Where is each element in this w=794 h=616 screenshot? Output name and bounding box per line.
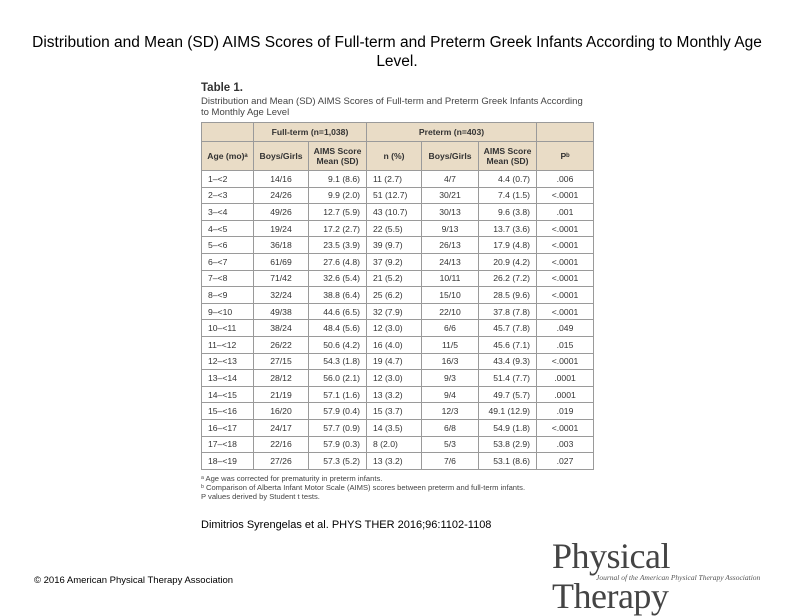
cell-pt-n: 13 (3.2): [367, 453, 422, 470]
column-header-row: [202, 142, 594, 171]
cell-pt-n: 15 (3.7): [367, 403, 422, 420]
cell-p: .0001: [537, 370, 594, 387]
cell-pt-mean: 26.2 (7.2): [479, 270, 537, 287]
col-header-pt-boys-girls: Boys/Girls: [422, 142, 479, 171]
cell-age: 13–<14: [202, 370, 254, 387]
cell-pt-bg: 10/11: [422, 270, 479, 287]
cell-age: 16–<17: [202, 419, 254, 436]
cell-age: 6–<7: [202, 253, 254, 270]
cell-p: .003: [537, 436, 594, 453]
cell-age: 10–<11: [202, 320, 254, 337]
table-row: [202, 336, 594, 353]
cell-pt-n: 51 (12.7): [367, 187, 422, 204]
cell-p: .027: [537, 453, 594, 470]
cell-pt-n: 21 (5.2): [367, 270, 422, 287]
cell-p: .019: [537, 403, 594, 420]
cell-ft-mean: 12.7 (5.9): [309, 204, 367, 221]
cell-pt-bg: 12/3: [422, 403, 479, 420]
logo-name: Physical Therapy: [552, 536, 670, 616]
cell-pt-mean: 53.8 (2.9): [479, 436, 537, 453]
cell-pt-bg: 26/13: [422, 237, 479, 254]
cell-pt-bg: 30/13: [422, 204, 479, 221]
table-row: [202, 320, 594, 337]
cell-pt-mean: 28.5 (9.6): [479, 287, 537, 304]
cell-pt-bg: 4/7: [422, 171, 479, 188]
cell-pt-n: 32 (7.9): [367, 303, 422, 320]
cell-pt-mean: 4.4 (0.7): [479, 171, 537, 188]
cell-pt-n: 43 (10.7): [367, 204, 422, 221]
footnote-c: P values derived by Student t tests.: [201, 491, 320, 501]
cell-pt-mean: 49.7 (5.7): [479, 386, 537, 403]
cell-pt-mean: 9.6 (3.8): [479, 204, 537, 221]
cell-pt-mean: 45.7 (7.8): [479, 320, 537, 337]
cell-ft-bg: 49/38: [254, 303, 309, 320]
logo-tagline: Journal of the American Physical Therapy Association: [596, 573, 761, 582]
cell-ft-bg: 26/22: [254, 336, 309, 353]
cell-age: 8–<9: [202, 287, 254, 304]
cell-ft-mean: 23.5 (3.9): [309, 237, 367, 254]
table-row: [202, 436, 594, 453]
cell-pt-mean: 17.9 (4.8): [479, 237, 537, 254]
col-header-ft-boys-girls: Boys/Girls: [254, 142, 309, 171]
cell-pt-bg: 9/3: [422, 370, 479, 387]
cell-pt-mean: 49.1 (12.9): [479, 403, 537, 420]
table-row: [202, 303, 594, 320]
cell-pt-n: 13 (3.2): [367, 386, 422, 403]
cell-ft-mean: 27.6 (4.8): [309, 253, 367, 270]
cell-pt-n: 25 (6.2): [367, 287, 422, 304]
cell-pt-n: 14 (3.5): [367, 419, 422, 436]
cell-ft-bg: 21/19: [254, 386, 309, 403]
cell-ft-mean: 56.0 (2.1): [309, 370, 367, 387]
cell-ft-bg: 38/24: [254, 320, 309, 337]
table-row: [202, 287, 594, 304]
cell-ft-bg: 61/69: [254, 253, 309, 270]
table-body: [202, 171, 594, 470]
cell-pt-n: 37 (9.2): [367, 253, 422, 270]
cell-ft-mean: 48.4 (5.6): [309, 320, 367, 337]
table-row: [202, 453, 594, 470]
cell-p: <.0001: [537, 303, 594, 320]
table-row: [202, 353, 594, 370]
cell-pt-n: 19 (4.7): [367, 353, 422, 370]
cell-ft-bg: 22/16: [254, 436, 309, 453]
slide-title: Distribution and Mean (SD) AIMS Scores of Full-term and Preterm Greek Infants According to Monthly Age Level.: [32, 34, 762, 70]
cell-ft-mean: 57.9 (0.4): [309, 403, 367, 420]
cell-ft-mean: 9.9 (2.0): [309, 187, 367, 204]
cell-ft-bg: 71/42: [254, 270, 309, 287]
cell-p: <.0001: [537, 237, 594, 254]
table-row: [202, 187, 594, 204]
table-row: [202, 237, 594, 254]
cell-ft-bg: 36/18: [254, 237, 309, 254]
cell-ft-bg: 24/17: [254, 419, 309, 436]
group-header-fullterm: Full-term (n=1,038): [254, 123, 367, 142]
cell-ft-mean: 57.7 (0.9): [309, 419, 367, 436]
col-header-pt-mean: AIMS Score Mean (SD): [479, 142, 537, 171]
cell-pt-n: 12 (3.0): [367, 370, 422, 387]
cell-ft-bg: 14/16: [254, 171, 309, 188]
cell-ft-mean: 57.3 (5.2): [309, 453, 367, 470]
citation: Dimitrios Syrengelas et al. PHYS THER 2016;96:1102-1108: [201, 519, 492, 531]
group-header-row: [202, 123, 594, 142]
table-figure: [201, 82, 593, 501]
cell-age: 4–<5: [202, 220, 254, 237]
cell-age: 3–<4: [202, 204, 254, 221]
cell-p: <.0001: [537, 220, 594, 237]
col-header-age: Age (mo)ᵃ: [202, 142, 254, 171]
cell-pt-mean: 43.4 (9.3): [479, 353, 537, 370]
group-header-preterm: Preterm (n=403): [367, 123, 537, 142]
cell-pt-mean: 45.6 (7.1): [479, 336, 537, 353]
journal-logo: [552, 536, 784, 616]
col-header-ft-mean: AIMS Score Mean (SD): [309, 142, 367, 171]
table-row: [202, 270, 594, 287]
cell-pt-mean: 51.4 (7.7): [479, 370, 537, 387]
copyright: © 2016 American Physical Therapy Association: [34, 575, 234, 586]
cell-ft-bg: 24/26: [254, 187, 309, 204]
cell-ft-bg: 27/26: [254, 453, 309, 470]
cell-pt-mean: 13.7 (3.6): [479, 220, 537, 237]
cell-age: 5–<6: [202, 237, 254, 254]
cell-age: 18–<19: [202, 453, 254, 470]
cell-age: 1–<2: [202, 171, 254, 188]
footnote-b: ᵇ Comparison of Alberta Infant Motor Scale (AIMS) scores between preterm and full-term infants.: [201, 482, 526, 492]
cell-p: <.0001: [537, 270, 594, 287]
cell-age: 9–<10: [202, 303, 254, 320]
cell-age: 2–<3: [202, 187, 254, 204]
table-row: [202, 370, 594, 387]
table-row: [202, 403, 594, 420]
table-row: [202, 171, 594, 188]
col-header-p: Pᵇ: [537, 142, 594, 171]
cell-age: 15–<16: [202, 403, 254, 420]
cell-pt-n: 16 (4.0): [367, 336, 422, 353]
cell-pt-n: 39 (9.7): [367, 237, 422, 254]
cell-ft-mean: 32.6 (5.4): [309, 270, 367, 287]
cell-ft-bg: 16/20: [254, 403, 309, 420]
cell-p: <.0001: [537, 419, 594, 436]
cell-pt-bg: 6/8: [422, 419, 479, 436]
cell-pt-bg: 22/10: [422, 303, 479, 320]
cell-ft-bg: 28/12: [254, 370, 309, 387]
cell-pt-bg: 7/6: [422, 453, 479, 470]
cell-pt-n: 11 (2.7): [367, 171, 422, 188]
cell-age: 12–<13: [202, 353, 254, 370]
cell-pt-bg: 9/4: [422, 386, 479, 403]
cell-p: <.0001: [537, 187, 594, 204]
cell-pt-bg: 9/13: [422, 220, 479, 237]
table-row: [202, 204, 594, 221]
cell-p: .015: [537, 336, 594, 353]
table-number: Table 1.: [201, 82, 243, 94]
cell-p: .0001: [537, 386, 594, 403]
header-blank-p: [537, 123, 594, 142]
header-blank: [202, 123, 254, 142]
cell-pt-bg: 5/3: [422, 436, 479, 453]
cell-ft-mean: 38.8 (6.4): [309, 287, 367, 304]
aims-table: [201, 122, 594, 470]
cell-age: 14–<15: [202, 386, 254, 403]
cell-pt-bg: 15/10: [422, 287, 479, 304]
table-footnotes: [201, 474, 593, 501]
col-header-pt-n: n (%): [367, 142, 422, 171]
cell-pt-bg: 11/5: [422, 336, 479, 353]
cell-pt-mean: 20.9 (4.2): [479, 253, 537, 270]
cell-ft-bg: 27/15: [254, 353, 309, 370]
table-row: [202, 419, 594, 436]
cell-ft-bg: 32/24: [254, 287, 309, 304]
cell-ft-mean: 57.9 (0.3): [309, 436, 367, 453]
cell-ft-mean: 57.1 (1.6): [309, 386, 367, 403]
cell-ft-bg: 19/24: [254, 220, 309, 237]
cell-pt-mean: 53.1 (8.6): [479, 453, 537, 470]
cell-pt-bg: 16/3: [422, 353, 479, 370]
cell-ft-mean: 17.2 (2.7): [309, 220, 367, 237]
table-row: [202, 220, 594, 237]
cell-pt-mean: 7.4 (1.5): [479, 187, 537, 204]
table-row: [202, 253, 594, 270]
cell-p: <.0001: [537, 353, 594, 370]
cell-pt-bg: 6/6: [422, 320, 479, 337]
cell-pt-n: 8 (2.0): [367, 436, 422, 453]
footnote-a: ᵃ Age was corrected for prematurity in preterm infants.: [201, 473, 383, 483]
cell-pt-bg: 24/13: [422, 253, 479, 270]
cell-pt-n: 12 (3.0): [367, 320, 422, 337]
cell-age: 11–<12: [202, 336, 254, 353]
cell-pt-mean: 37.8 (7.8): [479, 303, 537, 320]
cell-ft-bg: 49/26: [254, 204, 309, 221]
cell-ft-mean: 50.6 (4.2): [309, 336, 367, 353]
cell-p: <.0001: [537, 253, 594, 270]
cell-age: 7–<8: [202, 270, 254, 287]
cell-age: 17–<18: [202, 436, 254, 453]
cell-ft-mean: 44.6 (6.5): [309, 303, 367, 320]
cell-p: .049: [537, 320, 594, 337]
cell-pt-bg: 30/21: [422, 187, 479, 204]
cell-ft-mean: 9.1 (8.6): [309, 171, 367, 188]
cell-pt-n: 22 (5.5): [367, 220, 422, 237]
table-caption: Distribution and Mean (SD) AIMS Scores of Full-term and Preterm Greek Infants According to Monthly Age Level: [201, 96, 583, 118]
cell-p: .006: [537, 171, 594, 188]
cell-p: .001: [537, 204, 594, 221]
table-row: [202, 386, 594, 403]
cell-pt-mean: 54.9 (1.8): [479, 419, 537, 436]
cell-p: <.0001: [537, 287, 594, 304]
cell-ft-mean: 54.3 (1.8): [309, 353, 367, 370]
